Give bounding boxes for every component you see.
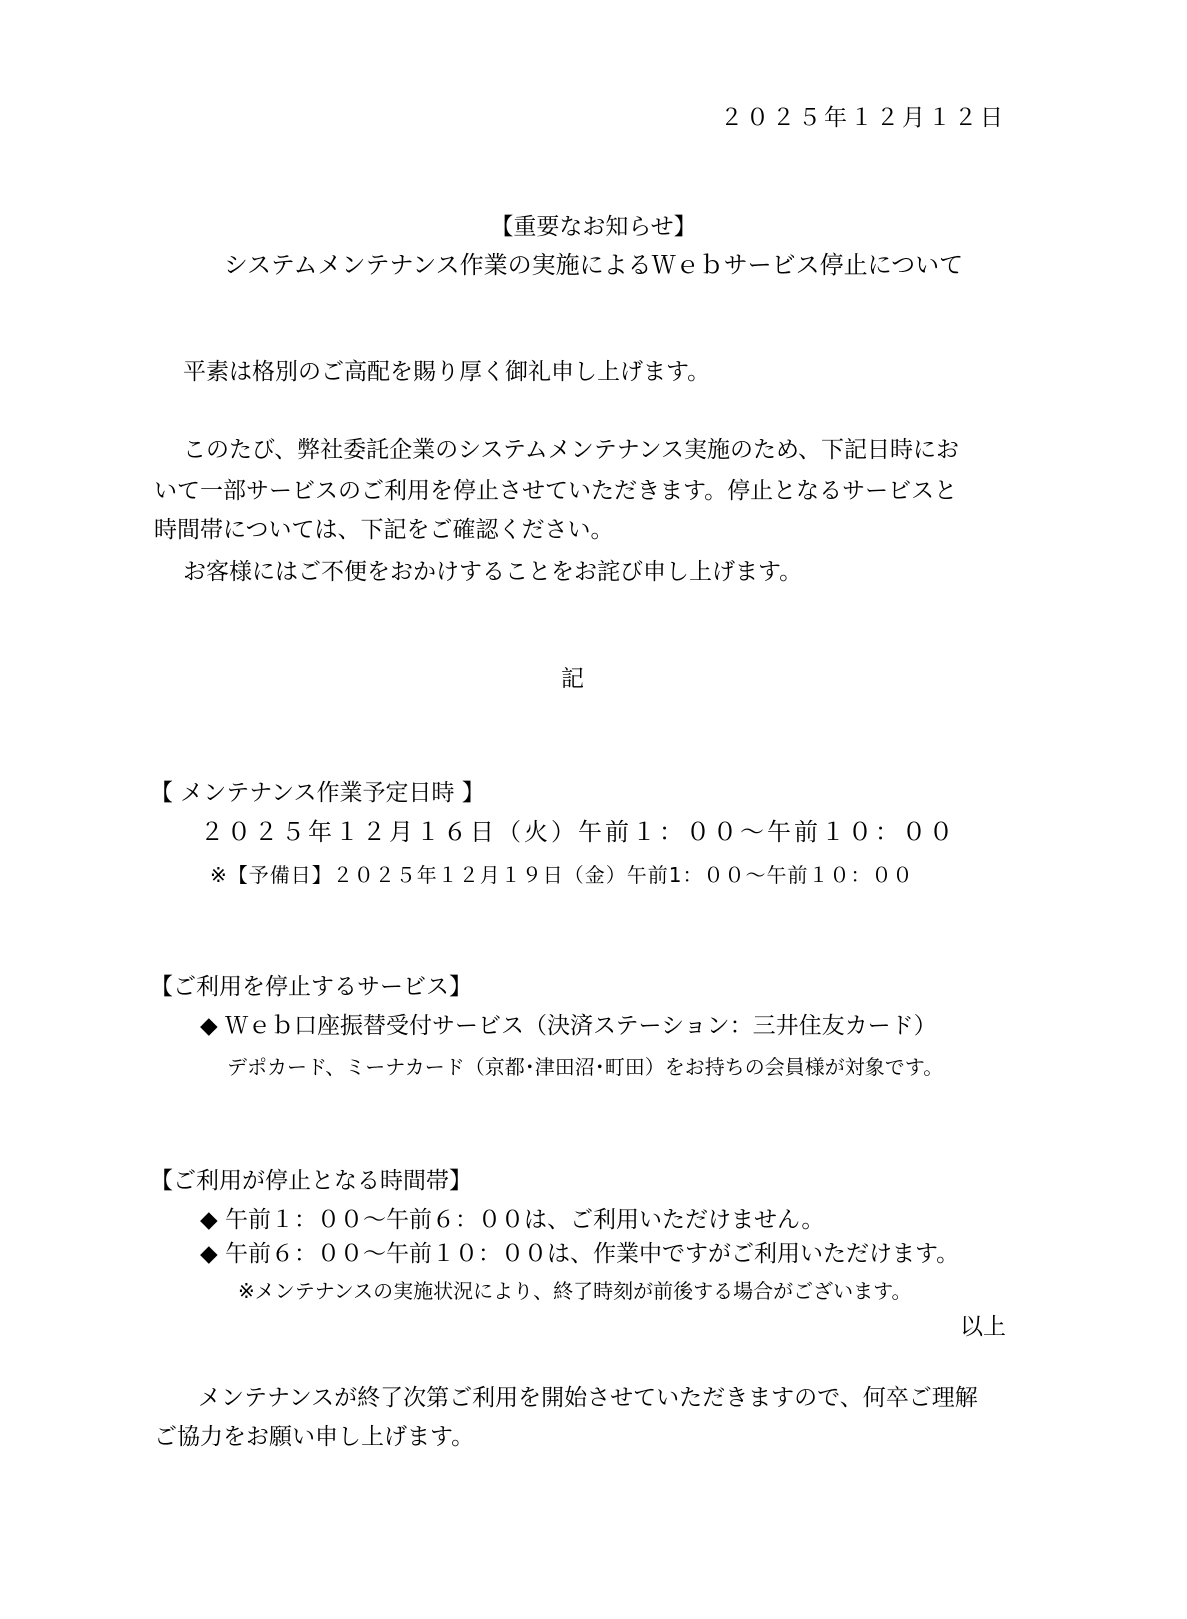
apology-line: お客様にはご不便をおかけすることをお詫び申し上げます。 bbox=[183, 559, 803, 585]
time-item-available: ◆ 午前６：００～午前１０：００は、作業中ですがご利用いただけます。 bbox=[200, 1241, 960, 1267]
times-heading: 【ご利用が停止となる時間帯】 bbox=[150, 1168, 472, 1194]
ki-marker: 記 bbox=[561, 666, 584, 692]
schedule-reserve-date: ※【予備日】２０２５年１２月１９日（金）午前1：００～午前１０：００ bbox=[210, 863, 914, 887]
schedule-main-date: ２０２５年１２月１６日（火）午前１：００～午前１０：００ bbox=[200, 818, 956, 846]
closing-line-1: メンテナンスが終了次第ご利用を開始させていただきますので、何卒ご理解 bbox=[198, 1385, 978, 1411]
closing-word: 以上 bbox=[960, 1314, 1006, 1340]
body-line-3: 時間帯については、下記をご確認ください。 bbox=[154, 517, 614, 543]
closing-line-2: ご協力をお願い申し上げます。 bbox=[154, 1424, 475, 1450]
service-target-note: デポカード、ミーナカード（京都･津田沼･町田）をお持ちの会員様が対象です。 bbox=[227, 1055, 944, 1079]
greeting-paragraph: 平素は格別のご高配を賜り厚く御礼申し上げます。 bbox=[183, 359, 711, 385]
times-note: ※メンテナンスの実施状況により、終了時刻が前後する場合がございます。 bbox=[238, 1279, 912, 1303]
body-line-2: いて一部サービスのご利用を停止させていただきます。停止となるサービスと bbox=[154, 478, 958, 504]
body-line-1: このたび、弊社委託企業のシステムメンテナンス実施のため、下記日時にお bbox=[183, 437, 960, 463]
notice-title: システムメンテナンス作業の実施によるＷｅｂサービス停止について bbox=[223, 251, 964, 279]
schedule-heading: 【 メンテナンス作業予定日時 】 bbox=[150, 780, 485, 806]
services-heading: 【ご利用を停止するサービス】 bbox=[150, 974, 472, 1000]
notice-title-label: 【重要なお知らせ】 bbox=[490, 214, 697, 240]
service-item: ◆ Ｗｅｂ口座振替受付サービス（決済ステーション：三井住友カード） bbox=[200, 1013, 937, 1039]
time-item-unavailable: ◆ 午前１：００～午前６：００は、ご利用いただけません。 bbox=[200, 1207, 825, 1233]
issue-date: ２０２５年１２月１２日 bbox=[720, 105, 1006, 131]
